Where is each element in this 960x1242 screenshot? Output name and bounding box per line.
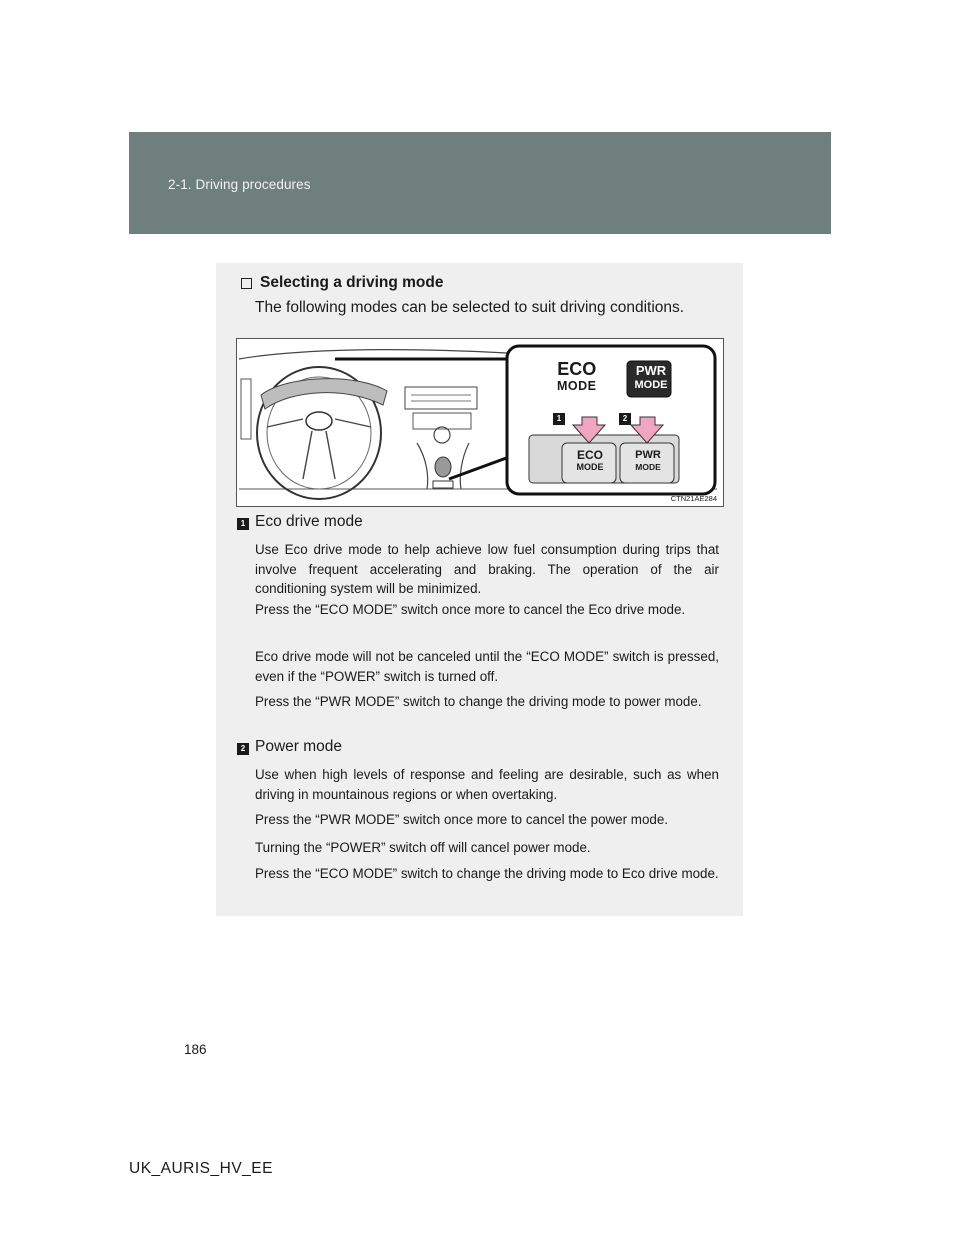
page-number: 186	[184, 1042, 207, 1057]
callout-pwr-mode: MODE	[634, 379, 668, 391]
item-badge-1: 1	[237, 518, 249, 530]
callout-eco-mode: MODE	[557, 379, 597, 393]
switch-pwr-label	[621, 449, 675, 473]
switch-eco-label	[563, 449, 617, 473]
callout-pwr-label	[629, 363, 673, 393]
callout-pwr-word: PWR	[635, 363, 667, 378]
callout-eco-word: ECO	[557, 359, 597, 379]
callout-eco-label	[557, 361, 597, 395]
intro-text: The following modes can be selected to suit driving conditions.	[255, 299, 685, 316]
section-title: 2-1. Driving procedures	[168, 177, 311, 192]
figure-badge-1: 1	[553, 413, 565, 425]
eco-paragraph-4: Press the “PWR MODE” switch to change the driving mode to power mode.	[255, 694, 702, 709]
section-heading	[241, 274, 443, 292]
dashboard-illustration	[236, 338, 724, 507]
heading-text: Selecting a driving mode	[260, 274, 444, 291]
switch-eco-word: ECO	[576, 448, 603, 462]
switch-pwr-word: PWR	[635, 449, 661, 461]
power-paragraph-2: Press the “PWR MODE” switch once more to cancel the power mode.	[255, 812, 669, 827]
item-title-eco: Eco drive mode	[255, 513, 363, 530]
power-paragraph-3: Turning the “POWER” switch off will cancel power mode.	[255, 840, 591, 855]
figure-code: CTN21AE284	[670, 494, 717, 503]
document-code: UK_AURIS_HV_EE	[129, 1160, 273, 1177]
power-paragraph-4: Press the “ECO MODE” switch to change the driving mode to Eco drive mode.	[255, 866, 719, 881]
item-badge-2: 2	[237, 743, 249, 755]
eco-paragraph-1: Use Eco drive mode to help achieve low fuel consumption during trips that involve frequent accelerating and braking. The operation of the air conditioning system will be minimized.	[255, 542, 719, 596]
power-paragraph-1: Use when high levels of response and feeling are desirable, such as when driving in mountainous regions or when overtaking.	[255, 767, 719, 802]
switch-pwr-mode: MODE	[635, 462, 661, 472]
eco-paragraph-3: Eco drive mode will not be canceled until the “ECO MODE” switch is pressed, even if the “POWER” switch is turned off.	[255, 649, 719, 684]
eco-paragraph-2: Press the “ECO MODE” switch once more to cancel the Eco drive mode.	[255, 602, 686, 617]
figure-badge-2: 2	[619, 413, 631, 425]
switch-eco-mode: MODE	[576, 462, 604, 472]
square-bullet-icon	[241, 278, 252, 289]
item-title-power: Power mode	[255, 738, 343, 755]
